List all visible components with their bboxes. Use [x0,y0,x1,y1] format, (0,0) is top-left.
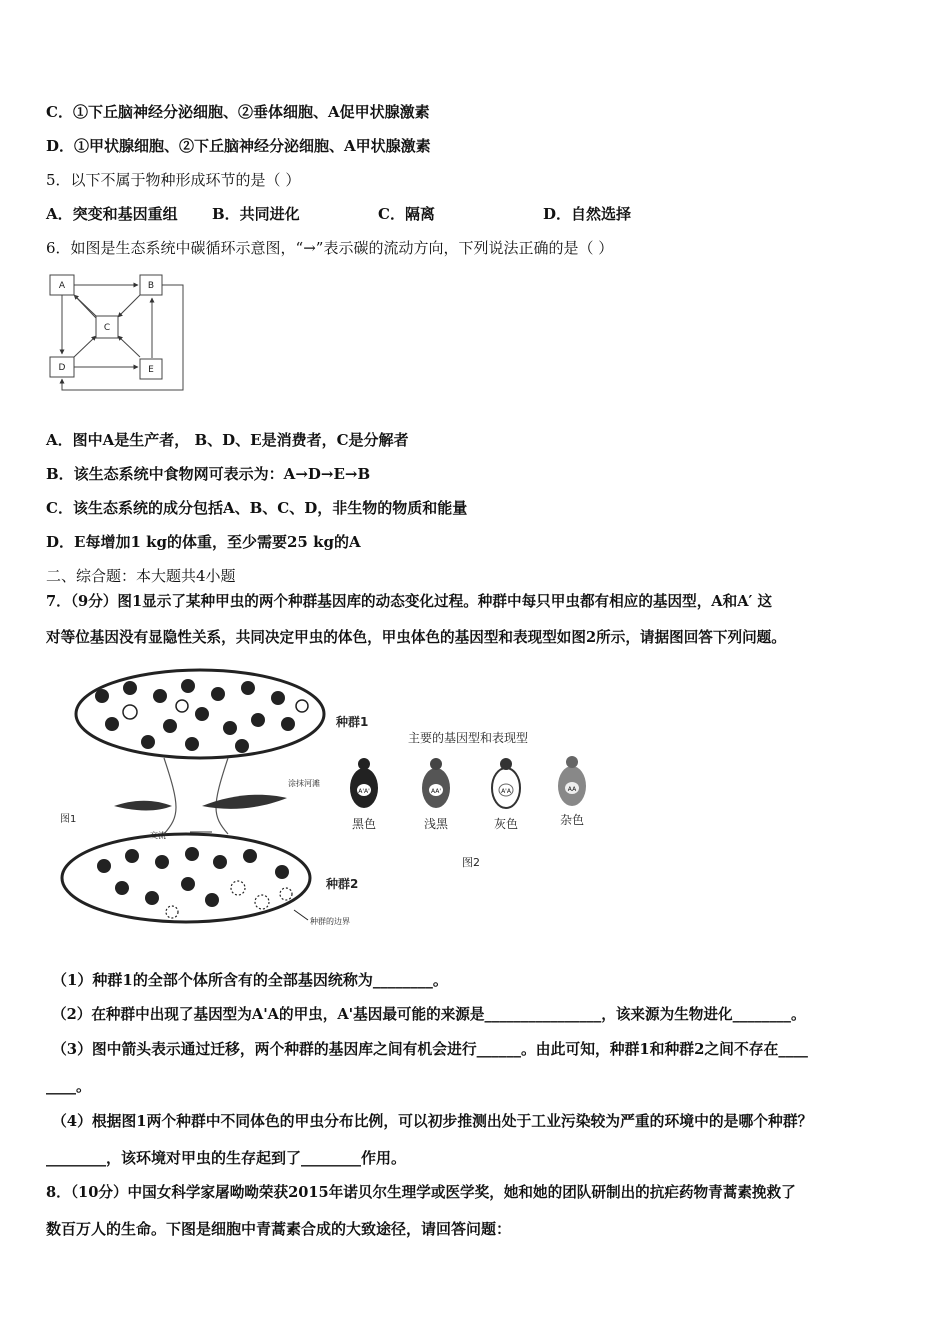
node-b-label: B [147,281,155,291]
q7-sub3-line2: ____。 [46,1077,92,1095]
node-d-label: D [58,363,66,373]
node-c-label: C [103,323,111,333]
q6-option-b: B．该生态系统中食物网可表示为：A→D→E→B [46,465,371,483]
q5-option-b: B．共同进化 [212,205,300,223]
river-left [114,801,172,811]
phenotype-light-black: 浅黑 [423,817,449,831]
q7-stem-line1: 7．（9分）图1显示了某种甲虫的两个种群基因库的动态变化过程。种群中每只甲虫都有相应的基因型，A和A′ 这 [46,593,773,610]
q7-sub4-line2: ________，该环境对甲虫的生存起到了________作用。 [46,1149,407,1167]
q7-sub4-line1: （4）根据图1两个种群中不同体色的甲虫分布比例，可以初步推测出处于工业污染较为严重的环境中的是哪个种群？ [52,1113,813,1130]
fig2-title: 主要的基因型和表现型 [408,731,529,745]
q8-line2: 数百万人的生命。下图是细胞中青蒿素合成的大致途径，请回答问题： [46,1220,512,1238]
q7-sub2: （2）在种群中出现了基因型为A'A的甲虫，A'基因最可能的来源是________________，该来源为生物进化________。 [52,1006,806,1023]
phenotype-black: 黑色 [351,817,377,831]
node-a-label: A [58,281,66,291]
q5-stem: 5．以下不属于物种形成环节的是（ ） [46,171,301,189]
q6-option-a: A．图中A是生产者， B、D、E是消费者，C是分解者 [46,431,409,449]
phenotype-gray: 灰色 [493,817,519,831]
section-2-heading: 二、综合题：本大题共4小题 [46,567,236,585]
beetle-black [350,758,378,831]
q8-line1: 8．（10分）中国女科学家屠呦呦荣获2015年诺贝尔生理学或医学奖，她和她的团队研制出的抗疟药物青蒿素挽救了 [46,1184,796,1201]
q7-sub3-line1: （3）图中箭头表示通过迁移，两个种群的基因库之间有机会进行______。由此可知，种群1和种群2之间不存在____ [52,1041,808,1058]
fig2-label: 图2 [462,856,480,869]
river-label: 涂抹河滩 [288,779,320,788]
q5-option-a: A．突变和基因重组 [46,205,178,223]
q6-option-d: D．E每增加1 kg的体重，至少需要25 kg的A [46,533,361,551]
q7-stem-line2: 对等位基因没有显隐性关系，共同决定甲虫的体色，甲虫体色的基因型和表现型如图2所示，请据图回答下列问题。 [46,629,786,646]
beetle-gray [492,758,520,831]
q6-stem: 6．如图是生态系统中碳循环示意图，“→”表示碳的流动方向，下列说法正确的是（ ） [46,239,614,257]
q7-sub1: （1）种群1的全部个体所含有的全部基因统称为________。 [52,971,448,989]
q6-option-c: C．该生态系统的成分包括A、B、C、D，非生物的物质和能量 [46,499,468,517]
genotype-4: AA [567,786,577,793]
q4-option-d: D．①甲状腺细胞、②下丘脑神经分泌细胞、A甲状腺激素 [46,137,431,155]
beetle-figure [52,666,612,936]
fig1-label: 图1 [60,814,77,825]
boundary-label: 种群的边界 [310,917,350,926]
phenotype-mixed: 杂色 [559,813,585,827]
pop1-label: 种群1 [336,715,369,729]
genotype-2: AA' [430,788,442,795]
carbon-cycle-diagram [40,266,200,401]
node-e-label: E [148,365,154,375]
genotype-3: A'A [501,788,511,795]
exchange-label: 交流 [150,831,166,840]
q5-option-c: C．隔离 [378,205,435,223]
q5-option-d: D．自然选择 [543,205,632,223]
genotype-1: A'A' [358,788,370,795]
beetle-mixed [558,756,586,827]
q4-option-c: C．①下丘脑神经分泌细胞、②垂体细胞、A促甲状腺激素 [46,103,430,121]
beetle-light-black [422,758,450,831]
river-right [202,795,287,809]
pop2-label: 种群2 [326,877,359,891]
